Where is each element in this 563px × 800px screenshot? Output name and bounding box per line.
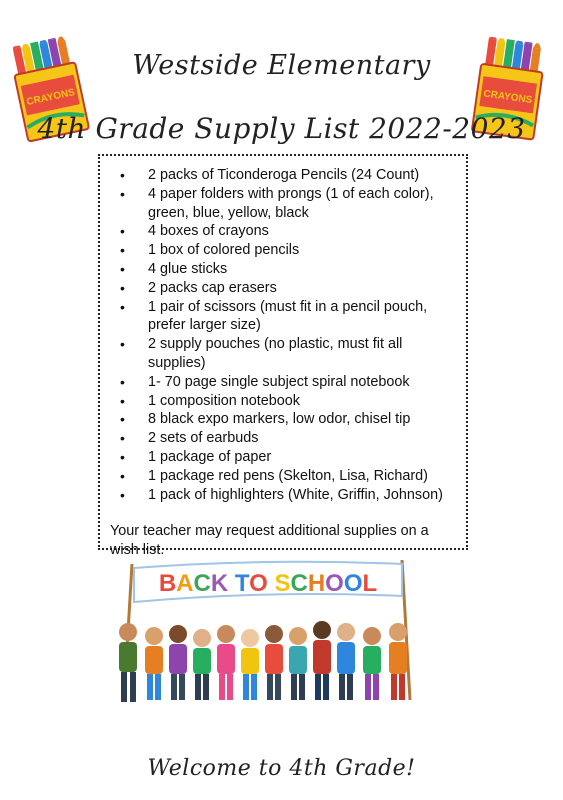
- supply-item: • 2 sets of earbuds: [110, 429, 454, 448]
- crayon-box-label: CRAYONS: [25, 87, 76, 109]
- supply-item: • 1 package of paper: [110, 448, 454, 467]
- supply-item: • 4 glue sticks: [110, 260, 454, 279]
- supply-item: • 1- 70 page single subject spiral notebook: [110, 373, 454, 392]
- supply-item: • 1 composition notebook: [110, 392, 454, 411]
- supply-list-box: [98, 154, 468, 559]
- supply-list-title: 4th Grade Supply List 2022-2023: [37, 112, 526, 145]
- banner-title: BACK TO SCHOOL: [158, 570, 378, 597]
- supply-item: • 4 boxes of crayons: [110, 222, 454, 241]
- crayon-box-label: CRAYONS: [482, 88, 533, 107]
- supply-item: • 2 packs of Ticonderoga Pencils (24 Count): [110, 166, 454, 185]
- welcome-footer: Welcome to 4th Grade!: [147, 756, 416, 781]
- supply-item: • 2 supply pouches (no plastic, must fit all supplies): [110, 335, 454, 373]
- school-name: Westside Elementary: [132, 50, 431, 81]
- supply-item: • 8 black expo markers, low odor, chisel tip: [110, 410, 454, 429]
- supply-item: • 4 paper folders with prongs (1 of each color), green, blue, yellow, black: [110, 185, 454, 223]
- children-group-icon: [119, 621, 407, 702]
- supply-item: • 1 pack of highlighters (White, Griffin, Johnson): [110, 486, 454, 505]
- teacher-note: Your teacher may request additional supplies on a wish list.: [110, 523, 429, 559]
- supply-item: • 2 packs cap erasers: [110, 279, 454, 298]
- back-to-school-illustration: [110, 560, 450, 710]
- banner-text: [159, 570, 377, 597]
- supply-list: [110, 166, 454, 504]
- supply-item: • 1 box of colored pencils: [110, 241, 454, 260]
- supply-item: • 1 pair of scissors (must fit in a pencil pouch, prefer larger size): [110, 298, 454, 336]
- supply-item: • 1 package red pens (Skelton, Lisa, Richard): [110, 467, 454, 486]
